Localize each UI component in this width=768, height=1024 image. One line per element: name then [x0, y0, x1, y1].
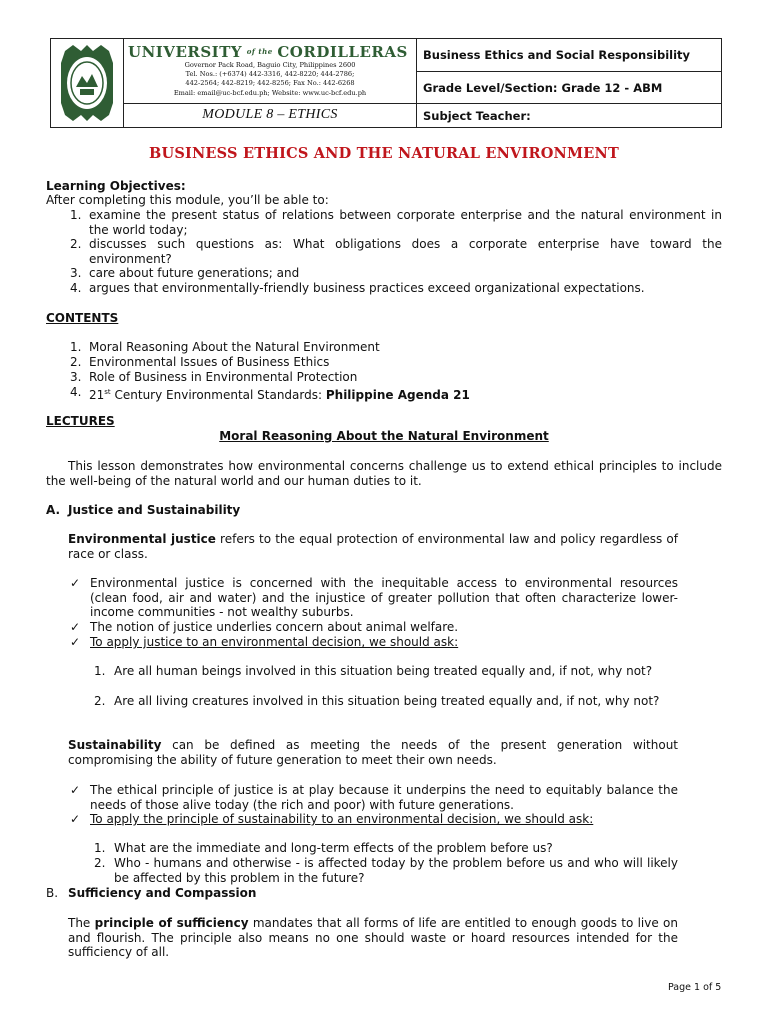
section-b-heading: Sufficiency and Compassion	[68, 886, 257, 900]
university-seal-icon	[59, 43, 115, 123]
check-icon: ✓	[70, 812, 81, 826]
sustainability-point: To apply the principle of sustainability to an environmental decision, we should ask:	[90, 812, 594, 826]
grade-level: Grade Level/Section: Grade 12 - ABM	[423, 81, 663, 95]
sufficiency-definition: The principle of sufficiency mandates that all forms of life are entitled to enough goods to live on and flourish. The principle also means no one should waste or hoard resources intended for the sufficiency of all.	[68, 916, 678, 959]
module-title: MODULE 8 – ETHICS	[202, 107, 338, 122]
subject-name: Business Ethics and Social Responsibility	[423, 48, 691, 62]
list-number: 1.	[70, 208, 82, 222]
contents-item: Role of Business in Environmental Protection	[89, 370, 358, 384]
list-number: 4.	[70, 281, 82, 295]
list-number: 1.	[94, 841, 106, 855]
university-cell	[124, 39, 417, 104]
grade-cell	[417, 72, 721, 104]
list-number: 4.	[70, 385, 82, 399]
university-name: UNIVERSITY $^{of the}$ CORDILLERAS	[128, 43, 408, 61]
lectures-heading: LECTURES	[46, 414, 115, 428]
objective-item: examine the present status of relations between corporate enterprise and the natural environment in the world today;	[89, 208, 722, 237]
objective-item: care about future generations; and	[89, 266, 300, 280]
section-a-heading: Justice and Sustainability	[68, 503, 241, 517]
teacher-cell	[417, 104, 721, 127]
objective-item: argues that environmentally-friendly business practices exceed organizational expectations.	[89, 281, 645, 295]
justice-question: Are all human beings involved in this situation being treated equally and, if not, why not?	[114, 664, 653, 678]
list-number: 1.	[94, 664, 106, 678]
sustainability-point: The ethical principle of justice is at play because it underpins the need to equitably balance the needs of those alive today (the rich and poor) with future generations.	[90, 783, 678, 812]
contents-heading: CONTENTS	[46, 311, 119, 325]
objective-item: discusses such questions as: What obligations does a corporate enterprise have toward the environment?	[89, 237, 722, 266]
justice-question: Are all living creatures involved in this situation being treated equally and, if not, why not?	[114, 694, 660, 708]
list-number: 1.	[70, 340, 82, 354]
sustainability-definition: Sustainability can be defined as meeting the needs of the present generation without compromising the ability of future generation to meet their own needs.	[68, 738, 678, 767]
environmental-justice-definition: Environmental justice refers to the equal protection of environmental law and policy regardless of race or class.	[68, 532, 679, 561]
section-b-letter: B.	[46, 886, 59, 900]
phone-line: Tel. Nos.: (+6374) 442-3316, 442-8220; 444-2786;	[185, 70, 355, 78]
email-line: Email: email@uc-bcf.edu.ph; Website: www.uc-bcf.edu.ph	[173, 89, 367, 97]
lecture-intro: This lesson demonstrates how environmental concerns challenge us to extend ethical principles to include the well-being of the natural world and our human duties to it.	[46, 459, 722, 488]
contents-item: Moral Reasoning About the Natural Environment	[89, 340, 380, 354]
list-number: 2.	[94, 856, 106, 870]
check-icon: ✓	[70, 635, 81, 649]
page-title: BUSINESS ETHICS AND THE NATURAL ENVIRONMENT	[149, 145, 619, 162]
subject-teacher: Subject Teacher:	[423, 109, 531, 123]
justice-point: The notion of justice underlies concern about animal welfare.	[90, 620, 459, 634]
section-a-letter: A.	[46, 503, 61, 517]
module-cell	[124, 104, 417, 127]
contents-item: Environmental Issues of Business Ethics	[89, 355, 330, 369]
objectives-intro: After completing this module, you’ll be able to:	[46, 193, 329, 207]
list-number: 2.	[70, 355, 82, 369]
list-number: 3.	[70, 370, 82, 384]
check-icon: ✓	[70, 620, 81, 634]
subject-cell	[417, 39, 721, 72]
address-line: Governor Pack Road, Baguio City, Philippines 2600	[184, 61, 356, 69]
justice-point: Environmental justice is concerned with the inequitable access to environmental resources (clean food, air and water) and the injustice of greater pollution that often characterize lower-income communities - not wealthy suburbs.	[90, 576, 678, 619]
check-icon: ✓	[70, 783, 81, 797]
sustainability-question: Who - humans and otherwise - is affected today by the problem before us and who will likely be affected by this problem in the future?	[114, 856, 678, 885]
list-number: 2.	[70, 237, 82, 251]
lecture-subtitle: Moral Reasoning About the Natural Environment	[219, 429, 549, 443]
list-number: 2.	[94, 694, 106, 708]
objectives-heading: Learning Objectives:	[46, 179, 186, 193]
logo-cell	[51, 39, 124, 127]
contents-item: 21st Century Environmental Standards: Philippine Agenda 21	[89, 388, 470, 402]
header-table	[50, 38, 722, 128]
fax-line: 442-2564; 442-8219; 442-8256; Fax No.: 442-6268	[185, 79, 355, 87]
sustainability-question: What are the immediate and long-term effects of the problem before us?	[114, 841, 553, 855]
page-number: Page 1 of 5	[668, 982, 722, 993]
check-icon: ✓	[70, 576, 81, 590]
justice-point: To apply justice to an environmental decision, we should ask:	[90, 635, 459, 649]
list-number: 3.	[70, 266, 82, 280]
